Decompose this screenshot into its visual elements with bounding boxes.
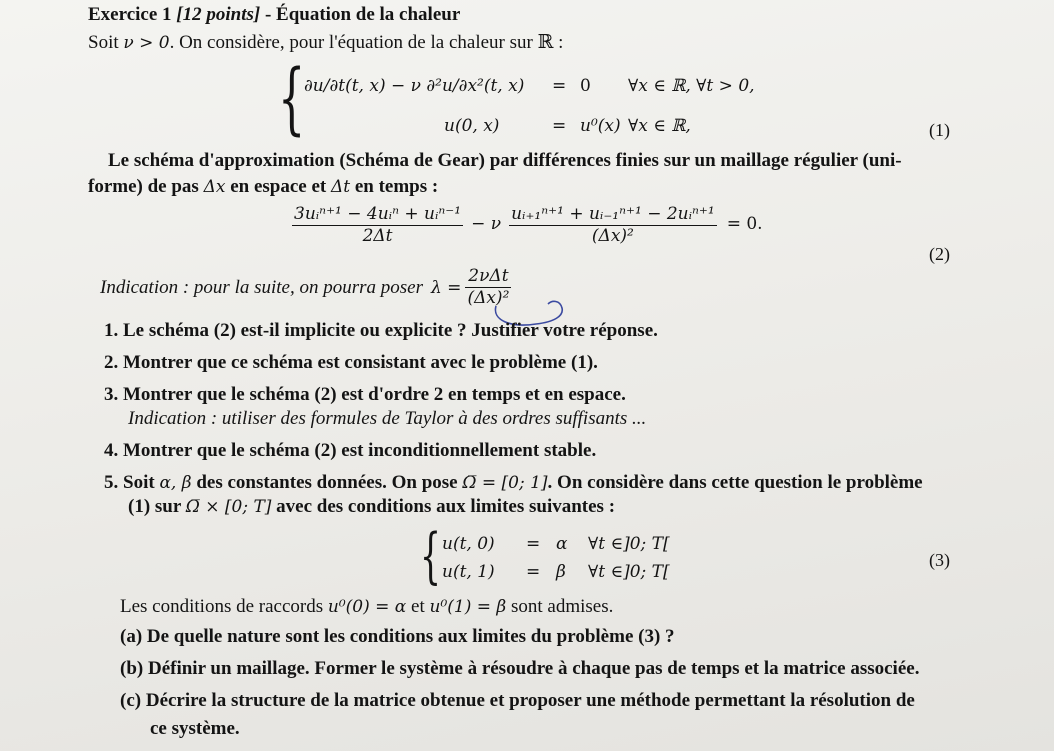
eq3-line1-cond: ∀t ∈]0; T[	[588, 534, 670, 554]
eq1-line1	[304, 76, 524, 96]
question-5-line-2: (1) sur Ω̅ × [0; T] avec des conditions aux limites suivantes :	[128, 496, 616, 517]
intro-line: Soit ν > 0. On considère, pour l'équation de la chaleur sur ℝ :	[88, 32, 564, 53]
nu-positive: ν > 0	[123, 33, 170, 53]
eq1-line1-rhs: 0	[580, 76, 591, 96]
exercise-number: Exercice 1	[88, 4, 172, 25]
eq3-line2-lhs: u(t, 1)	[442, 562, 495, 582]
subquestion-a: (a) De quelle nature sont les conditions aux limites du problème (3) ?	[120, 626, 675, 647]
lambda-num: 2νΔt	[465, 266, 511, 288]
scheme-line-1: Le schéma d'approximation (Schéma de Gear) par différences finies sur un maillage régulier (uni-	[108, 150, 902, 171]
eq1-line2-rhs: u⁰(x)	[580, 116, 621, 136]
question-3: 3. Montrer que le schéma (2) est d'ordre 2 en temps et en espace.	[104, 384, 626, 405]
eq2-den2: (Δx)²	[591, 226, 634, 247]
exercise-topic: - Équation de la chaleur	[264, 4, 461, 25]
eq2-frac-time	[292, 204, 463, 248]
hint-lambda	[100, 266, 511, 310]
eq1-line2-cond: ∀x ∈ ℝ,	[628, 116, 691, 136]
eq2-den1: 2Δt	[362, 226, 393, 247]
eq2	[292, 204, 763, 248]
eq1-line1-lhs: ∂u/∂t(t, x) − ν ∂²u/∂x²(t, x)	[304, 76, 525, 96]
eq3-line1-lhs: u(t, 0)	[442, 534, 495, 554]
eq1-line1-cond: ∀x ∈ ℝ, ∀t > 0,	[628, 76, 755, 96]
eq2-frac-space	[509, 204, 717, 248]
eq2-num2: uᵢ₊₁ⁿ⁺¹ + uᵢ₋₁ⁿ⁺¹ − 2uᵢⁿ⁺¹	[509, 204, 717, 226]
subquestion-b: (b) Définir un maillage. Former le système à résoudre à chaque pas de temps et la matrice associée.	[120, 658, 920, 679]
raccord-line: Les conditions de raccords u⁰(0) = α et u⁰(1) = β sont admises.	[120, 596, 614, 617]
subquestion-c: (c) Décrire la structure de la matrice obtenue et proposer une méthode permettant la résolution de	[120, 690, 915, 711]
system-1-brace: {	[278, 54, 306, 144]
alpha-beta: α, β	[159, 473, 192, 493]
lambda-den: (Δx)²	[467, 288, 510, 309]
eq2-rhs: = 0.	[726, 214, 763, 235]
eq3-number: (3)	[929, 550, 950, 570]
delta-x: Δx	[203, 177, 226, 197]
subquestion-c-line-2: ce système.	[150, 718, 240, 739]
lambda-symbol: λ =	[431, 277, 462, 298]
question-4: 4. Montrer que le schéma (2) est inconditionnellement stable.	[104, 440, 597, 461]
domain: Ω̅ × [0; T]	[185, 497, 272, 517]
eq1-line1-equals: =	[552, 76, 567, 96]
eq2-num1: 3uᵢⁿ⁺¹ − 4uᵢⁿ + uᵢⁿ⁻¹	[292, 204, 463, 226]
eq3-line2-equals: =	[526, 562, 541, 582]
eq2-number: (2)	[929, 244, 950, 264]
eq1-line2-lhs: u(0, x)	[444, 116, 500, 136]
eq2-nu: − ν	[471, 214, 502, 235]
question-3-hint: Indication : utiliser des formules de Taylor à des ordres suffisants ...	[128, 408, 647, 429]
question-2: 2. Montrer que ce schéma est consistant avec le problème (1).	[104, 352, 598, 373]
raccord-cond-1: u⁰(1) = β	[429, 597, 507, 617]
eq3-line1-rhs: α	[556, 534, 568, 554]
eq1-number: (1)	[929, 120, 950, 140]
delta-t: Δt	[330, 177, 351, 197]
eq3-line2-cond: ∀t ∈]0; T[	[588, 562, 670, 582]
eq3-line1-equals: =	[526, 534, 541, 554]
scheme-line-2: forme) de pas Δx en espace et Δt en temps :	[88, 176, 439, 197]
question-5-line-1: 5. Soit α, β des constantes données. On pose Ω̅ = [0; 1]. On considère dans cette question le problème	[104, 472, 923, 493]
eq3-line2-rhs: β	[556, 562, 566, 582]
exercise-title	[88, 4, 460, 26]
eq1-line2-equals: =	[552, 116, 567, 136]
exercise-points: [12 points]	[176, 4, 261, 25]
omega-bar: Ω̅ = [0; 1]	[462, 473, 548, 493]
question-1: 1. Le schéma (2) est-il implicite ou explicite ? Justifier votre réponse.	[104, 320, 658, 341]
system-3-brace: {	[420, 521, 442, 591]
raccord-cond-0: u⁰(0) = α	[327, 597, 407, 617]
hint-text: Indication : pour la suite, on pourra poser	[100, 276, 423, 298]
